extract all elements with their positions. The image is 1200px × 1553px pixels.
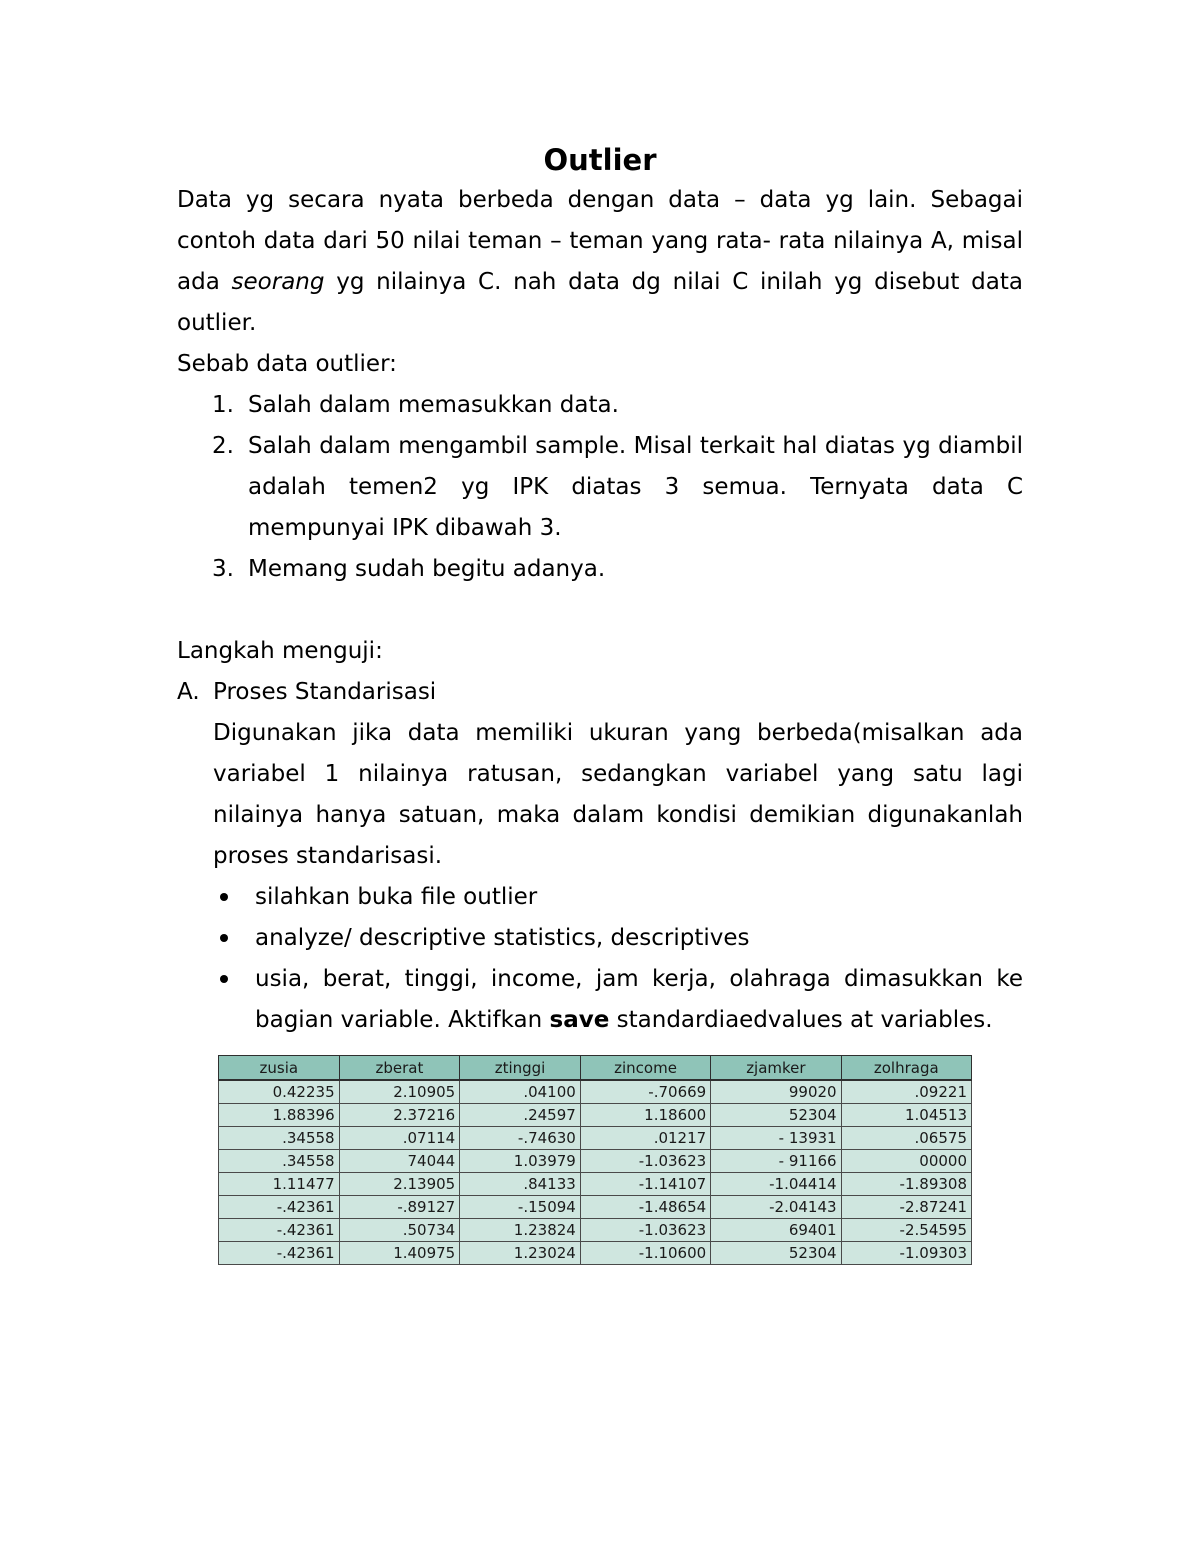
table-cell: .34558 [219,1150,340,1173]
document-page [177,140,1023,1041]
bullet-icon [220,934,228,942]
table-cell: .34558 [219,1127,340,1150]
table-cell: 1.40975 [339,1242,460,1265]
standardized-values-table [218,1055,972,1265]
intro-text-2: yg nilainya C. nah data dg nilai C inilah yg disebut data outlier. [177,269,1023,336]
causes-list [177,385,1023,590]
table-cell: 2.13905 [339,1173,460,1196]
list-item [177,426,1023,549]
table-cell: - 91166 [711,1150,841,1173]
list-number: 2. [212,433,234,459]
table-cell: -1.48654 [580,1196,710,1219]
table-cell: 69401 [711,1219,841,1242]
table-cell: - 13931 [711,1127,841,1150]
table-cell: .07114 [339,1127,460,1150]
table-row [219,1173,972,1196]
column-header: zjamker [711,1056,841,1081]
table-cell: 00000 [841,1150,971,1173]
table-cell: -1.03623 [580,1219,710,1242]
intro-paragraph [177,180,1023,344]
column-header: zberat [339,1056,460,1081]
table-cell: 0.42235 [219,1080,340,1104]
table-cell: 52304 [711,1242,841,1265]
table-cell: .24597 [460,1104,581,1127]
bullet-text: silahkan buka file outlier [255,884,538,910]
table-cell: -.42361 [219,1242,340,1265]
bullet-text: analyze/ descriptive statistics, descriptives [255,925,750,951]
table-cell: 1.11477 [219,1173,340,1196]
list-item [177,877,1023,918]
spacer [177,590,1023,631]
list-item [177,385,1023,426]
list-item [177,549,1023,590]
table-cell: 1.23024 [460,1242,581,1265]
table-cell: .84133 [460,1173,581,1196]
intro-italic: seorang [231,269,325,295]
bullet-icon [220,893,228,901]
table-row [219,1080,972,1104]
section-a-heading [177,672,1023,713]
table-cell: 1.03979 [460,1150,581,1173]
table-cell: -.42361 [219,1196,340,1219]
bullet-text-after: standardiaedvalues at variables. [609,1007,993,1033]
list-number: 3. [212,556,234,582]
column-header: ztinggi [460,1056,581,1081]
table-row [219,1150,972,1173]
table-cell: 52304 [711,1104,841,1127]
table-cell: 2.37216 [339,1104,460,1127]
bullet-text-before: usia, berat, tinggi, income, jam kerja, olahraga dimasukkan ke bagian variable. Aktifkan [255,966,1023,1033]
table-cell: -.70669 [580,1080,710,1104]
table-cell: -.15094 [460,1196,581,1219]
table-cell: -.42361 [219,1219,340,1242]
table-row [219,1127,972,1150]
table-cell: 74044 [339,1150,460,1173]
table-cell: 2.10905 [339,1080,460,1104]
page-title: Outlier [543,143,657,177]
list-number: 1. [212,392,234,418]
column-header: zincome [580,1056,710,1081]
steps-heading: Langkah menguji: [177,638,383,664]
table-cell: -.89127 [339,1196,460,1219]
table-cell: -1.04414 [711,1173,841,1196]
section-title: Proses Standarisasi [213,679,437,705]
table-row [219,1242,972,1265]
table-row [219,1104,972,1127]
causes-heading: Sebab data outlier: [177,351,397,377]
table-cell: 1.88396 [219,1104,340,1127]
table-cell: -1.10600 [580,1242,710,1265]
column-header: zolhraga [841,1056,971,1081]
list-item [177,959,1023,1041]
table-row [219,1196,972,1219]
table-cell: .04100 [460,1080,581,1104]
table-cell: .01217 [580,1127,710,1150]
list-text: Salah dalam mengambil sample. Misal terkait hal diatas yg diambil adalah temen2 yg IPK diatas 3 semua. Ternyata data C mempunyai IPK dibawah 3. [248,433,1023,541]
section-a-description: Digunakan jika data memiliki ukuran yang berbeda(misalkan ada variabel 1 nilainya ratusan, sedangkan variabel yang satu lagi nilainya hanya satuan, maka dalam kondisi demikian digunakanlah proses standarisasi. [213,720,1023,869]
steps-bullet-list [177,877,1023,1041]
table-cell: 1.04513 [841,1104,971,1127]
table-cell: -1.09303 [841,1242,971,1265]
list-text: Salah dalam memasukkan data. [248,392,619,418]
spss-data-table-image [218,1055,972,1265]
intro-text-1: Data yg secara nyata berbeda dengan data – data yg lain. Sebagai contoh data dari 50 nilai teman – teman yang rata- rata nilainya A, misal ada [177,187,1023,295]
table-cell: -.74630 [460,1127,581,1150]
list-text: Memang sudah begitu adanya. [248,556,606,582]
table-cell: -2.87241 [841,1196,971,1219]
table-cell: .06575 [841,1127,971,1150]
section-letter: A. [177,679,200,705]
table-header-row [219,1056,972,1081]
bullet-icon [220,975,228,983]
table-cell: 1.23824 [460,1219,581,1242]
column-header: zusia [219,1056,340,1081]
table-cell: -1.03623 [580,1150,710,1173]
list-item [177,918,1023,959]
table-cell: -1.14107 [580,1173,710,1196]
table-cell: .09221 [841,1080,971,1104]
table-cell: 1.18600 [580,1104,710,1127]
table-cell: .50734 [339,1219,460,1242]
table-cell: 99020 [711,1080,841,1104]
bullet-bold-text: save [549,1007,610,1033]
table-cell: -2.04143 [711,1196,841,1219]
table-cell: -1.89308 [841,1173,971,1196]
table-cell: -2.54595 [841,1219,971,1242]
table-row [219,1219,972,1242]
